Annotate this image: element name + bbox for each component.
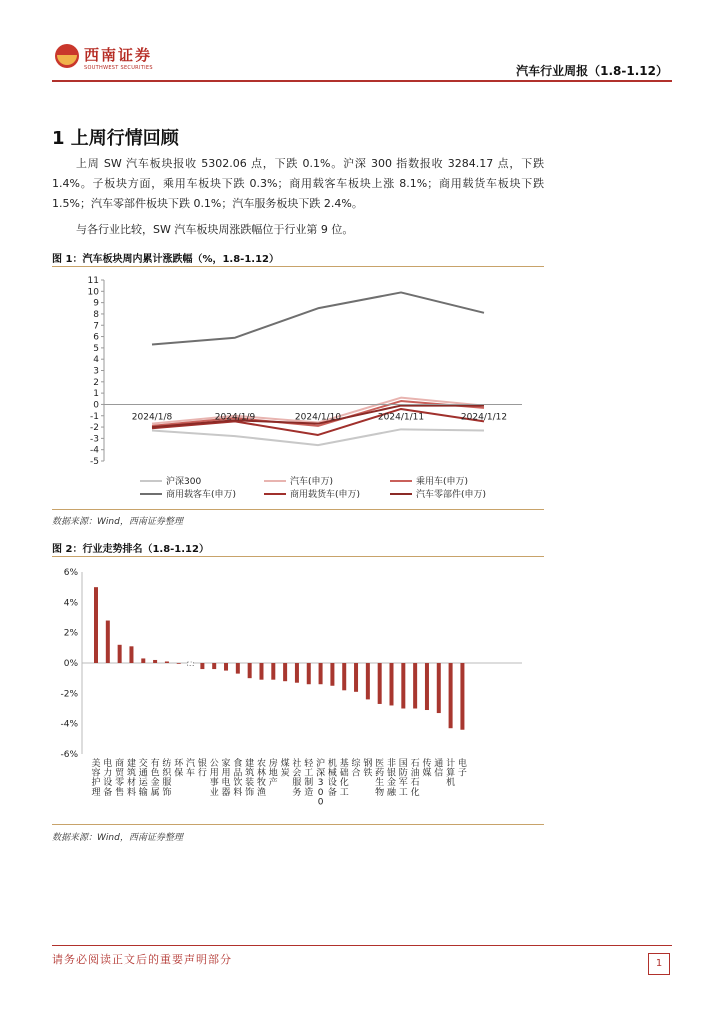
category-label: 综合 — [351, 759, 361, 779]
y-tick-label: -5 — [90, 457, 99, 467]
bar-沪深300 — [319, 663, 323, 684]
y-tick-label: 2 — [93, 377, 99, 388]
y-tick-label: 10 — [87, 287, 99, 298]
bar-计算机 — [449, 663, 453, 728]
category-label: 社会服务 — [292, 759, 302, 798]
bar-通信 — [437, 663, 441, 713]
footer-disclaimer: 请务必阅读正文后的重要声明部分 — [52, 953, 232, 966]
brand-name: 西南证券 — [84, 46, 153, 64]
x-tick-label: 2024/1/11 — [377, 412, 425, 423]
category-label: 公用事业 — [209, 759, 219, 798]
figure2-source: 数据来源：Wind，西南证券整理 — [52, 833, 183, 843]
bar-医药生物 — [378, 663, 382, 704]
bar-电子 — [460, 663, 464, 730]
category-label: 沪深 3 0 0 — [316, 759, 326, 808]
legend-label: 商用载货车(申万) — [290, 490, 361, 500]
figure2-title: 图 2：行业走势排名（1.8-1.12） — [52, 544, 209, 555]
y-tick-label: 11 — [87, 276, 99, 286]
category-label: 交通运输 — [138, 759, 148, 798]
legend-label: 汽车零部件(申万) — [416, 490, 487, 500]
figure2-bottom-rule — [52, 824, 544, 825]
bar-机械设备 — [330, 663, 334, 686]
y-tick-label: 8 — [93, 309, 99, 320]
paragraph-ranking: 与各行业比较，SW 汽车板块周涨跌幅位于行业第 9 位。 — [76, 223, 354, 236]
category-label: 机械设备 — [327, 759, 337, 798]
category-label: 钢铁 — [363, 759, 373, 779]
highlight-bar-汽车 — [188, 662, 194, 666]
category-label: 建筑材料 — [126, 759, 136, 798]
bar-钢铁 — [366, 663, 370, 699]
header-rule — [52, 80, 672, 82]
bar-建筑装饰 — [248, 663, 252, 678]
category-label: 非银金融 — [386, 759, 397, 798]
category-label: 纺织服饰 — [162, 759, 172, 798]
bar-交通运输 — [141, 658, 145, 663]
bar-石油石化 — [413, 663, 417, 709]
category-label: 通信 — [434, 759, 444, 779]
category-label: 医药生物 — [375, 759, 385, 798]
category-label: 食品饮料 — [233, 759, 243, 798]
category-label: 环保 — [174, 759, 184, 779]
category-label: 商贸零售 — [115, 759, 125, 798]
category-label: 美容护理 — [91, 759, 101, 798]
category-label: 计算机 — [446, 759, 456, 789]
figure1-line-chart — [52, 268, 544, 510]
bar-纺织服饰 — [165, 661, 169, 663]
y-tick-label: -6% — [60, 750, 78, 760]
category-label: 电子 — [457, 759, 467, 779]
figure1-source: 数据来源：Wind，西南证券整理 — [52, 517, 183, 527]
x-tick-label: 2024/1/12 — [460, 412, 508, 423]
bar-环保 — [177, 663, 181, 664]
bar-建筑材料 — [129, 646, 133, 663]
y-tick-label: 0% — [63, 659, 78, 669]
figure1-title: 图 1：汽车板块周内累计涨跌幅（%，1.8-1.12） — [52, 254, 279, 265]
legend-label: 乘用车(申万) — [416, 477, 469, 487]
y-tick-label: -2% — [60, 689, 78, 700]
bar-商贸零售 — [118, 645, 122, 663]
bar-食品饮料 — [236, 663, 240, 674]
bar-公用事业 — [212, 663, 216, 669]
category-label: 有色金属 — [150, 759, 160, 798]
bar-非银金融 — [390, 663, 394, 705]
series-line — [152, 292, 484, 344]
figure2-top-rule — [52, 556, 544, 557]
figure1-bottom-rule — [52, 509, 544, 510]
page-number: 1 — [648, 953, 670, 975]
bar-家用电器 — [224, 663, 228, 671]
legend-label: 沪深300 — [166, 477, 202, 487]
bar-房地产 — [271, 663, 275, 680]
x-tick-label: 2024/1/9 — [214, 412, 256, 423]
paragraph-summary: 上周 SW 汽车板块报收 5302.06 点，下跌 0.1%。沪深 300 指数报收 3284.17 点，下跌 1.4%。子板块方面，乘用车板块下跌 0.3%；商用载客车板块上涨 8.1%；商用载货车板块下跌 1.5%；汽车零部件板块下跌 0.1%；汽车服务板块下跌 2.4%。 — [52, 157, 544, 210]
y-tick-label: -2 — [90, 423, 99, 434]
y-tick-label: -3 — [90, 434, 99, 445]
logo-icon — [55, 44, 79, 68]
legend-label: 汽车(申万) — [290, 477, 334, 487]
category-label: 煤炭 — [280, 759, 290, 779]
y-tick-label: 6% — [63, 568, 78, 578]
y-tick-label: 3 — [93, 366, 99, 377]
category-label: 基础化工 — [339, 759, 349, 798]
category-label: 传媒 — [422, 759, 432, 779]
y-tick-label: -4 — [90, 445, 99, 456]
category-label: 农林牧渔 — [256, 759, 266, 798]
bar-传媒 — [425, 663, 429, 710]
y-tick-label: 2% — [63, 628, 78, 639]
category-label: 家用电器 — [221, 759, 231, 798]
bar-有色金属 — [153, 660, 157, 663]
y-tick-label: 5 — [93, 343, 99, 354]
y-tick-label: 9 — [93, 298, 99, 309]
x-tick-label: 2024/1/10 — [294, 412, 342, 423]
figure1-top-rule — [52, 266, 544, 267]
category-label: 轻工制造 — [304, 759, 314, 798]
y-tick-label: -4% — [60, 719, 78, 730]
category-label: 国防军工 — [398, 759, 408, 798]
bar-轻工制造 — [307, 663, 311, 684]
category-label: 银行 — [197, 759, 207, 779]
bar-国防军工 — [401, 663, 405, 709]
category-label: 汽车 — [186, 759, 196, 779]
x-tick-label: 2024/1/8 — [131, 412, 173, 423]
y-tick-label: 0 — [93, 400, 99, 411]
bar-社会服务 — [295, 663, 299, 683]
bar-综合 — [354, 663, 358, 692]
category-label: 建筑装饰 — [245, 759, 255, 798]
bar-美容护理 — [94, 587, 98, 663]
legend-label: 商用载客车(申万) — [166, 490, 237, 500]
bar-电力设备 — [106, 621, 110, 663]
category-label: 电力设备 — [103, 759, 113, 798]
report-title: 汽车行业周报（1.8-1.12） — [516, 64, 668, 78]
category-label: 房地产 — [268, 759, 278, 789]
brand-name-en: SOUTHWEST SECURITIES — [84, 65, 153, 71]
y-tick-label: 4% — [63, 598, 78, 609]
y-tick-label: 4 — [93, 355, 99, 366]
figure2-bar-chart — [52, 558, 544, 824]
bar-农林牧渔 — [259, 663, 263, 680]
bar-银行 — [200, 663, 204, 669]
footer-rule — [52, 945, 672, 946]
y-tick-label: 1 — [93, 389, 99, 400]
series-line — [152, 429, 484, 445]
section-title: 1 上周行情回顾 — [52, 128, 179, 149]
y-tick-label: 7 — [93, 321, 99, 332]
bar-煤炭 — [283, 663, 287, 681]
bar-基础化工 — [342, 663, 346, 690]
y-tick-label: 6 — [93, 332, 99, 343]
category-label: 石油石化 — [410, 759, 420, 798]
y-tick-label: -1 — [90, 411, 99, 422]
